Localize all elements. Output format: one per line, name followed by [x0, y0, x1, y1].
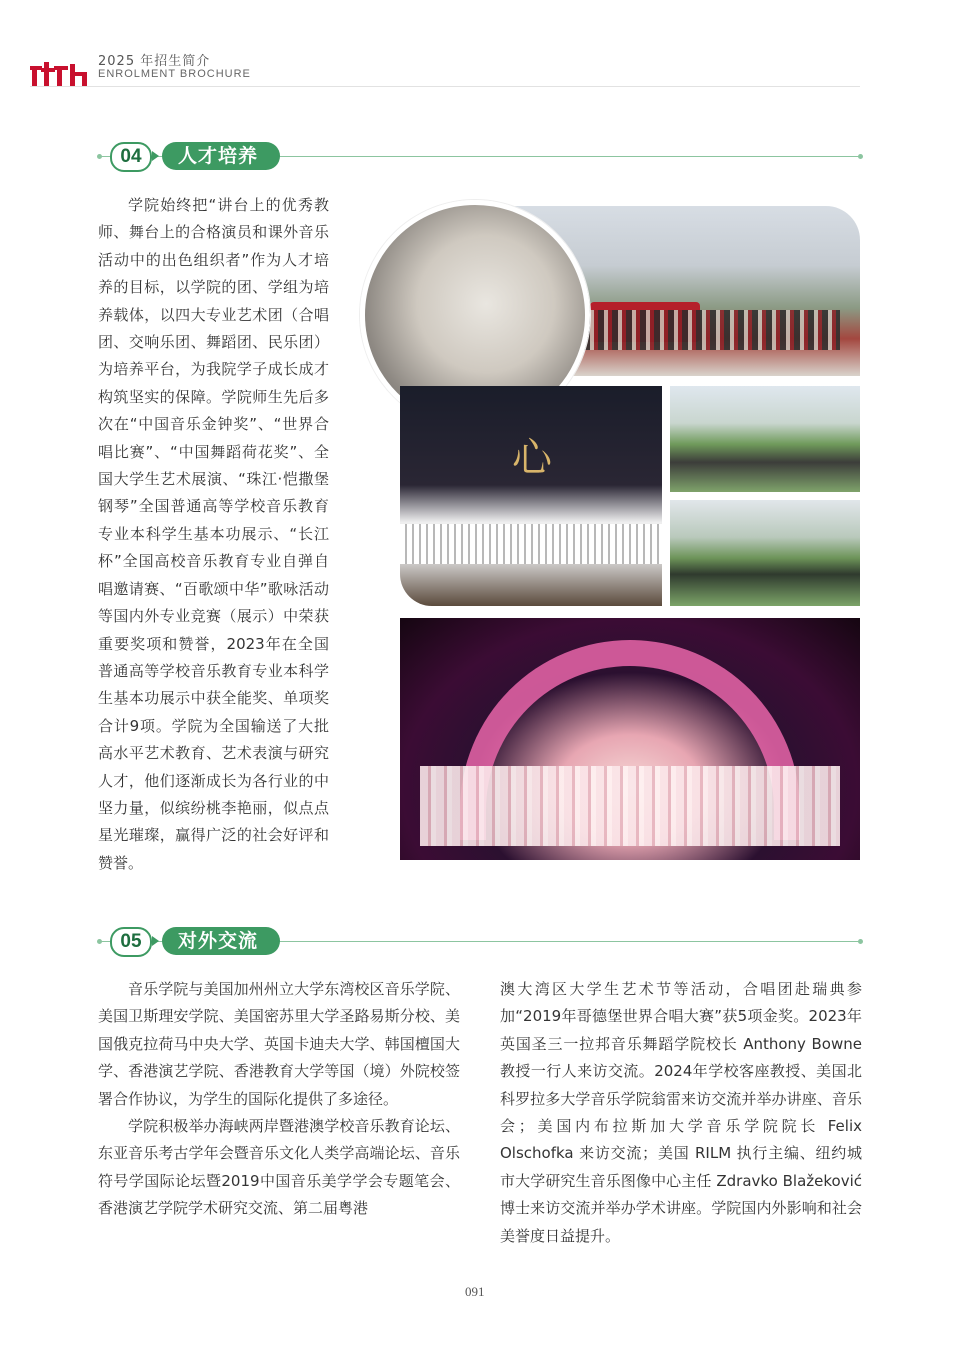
arrow-icon	[152, 151, 159, 161]
rule-dot-left	[97, 939, 102, 944]
section-04-header	[100, 142, 860, 172]
section-05-header	[100, 927, 860, 957]
exchange-text-left	[98, 976, 460, 1223]
rule-dot-right	[858, 939, 863, 944]
rule-dot-right	[858, 154, 863, 159]
choir-rows	[400, 524, 662, 564]
talent-cultivation-text	[98, 192, 329, 877]
exchange-paragraph-2-start: 学院积极举办海峡两岸暨港澳学校音乐教育论坛、东亚音乐考古学年会暨音乐文化人类学高端论坛、音乐符号学国际论坛暨2019中国音乐美学学会专题笔会、香港演艺学院学术研究交流、第二届粤港	[98, 1117, 460, 1218]
rule-dot-left	[97, 154, 102, 159]
brochure-subtitle: ENROLMENT BROCHURE	[98, 68, 251, 80]
arrow-icon	[152, 936, 159, 946]
exchange-paragraph-1: 音乐学院与美国加州州立大学东湾校区音乐学院、美国卫斯理安学院、美国密苏里大学圣路易斯分校、美国俄克拉荷马中央大学、英国卡迪夫大学、韩国檀国大学、香港演艺学院、香港教育大学等国（境）外院校签署合作协议，为学生的国际化提供了多途径。	[98, 980, 460, 1108]
section-number: 05	[110, 927, 152, 957]
stage-choir-rows	[420, 766, 840, 846]
page-number: 091	[465, 1284, 485, 1299]
brochure-title: 2025 年招生简介	[98, 54, 211, 69]
stage-choir-photo	[400, 618, 860, 860]
stage-glyph: 心	[512, 435, 552, 481]
exchange-paragraph-2-cont: 澳大湾区大学生艺术节等活动，合唱团赴瑞典参加“2019年哥德堡世界合唱大赛”获5项金奖。2023年英国圣三一拉邦音乐舞蹈学院校长 Anthony Bowne 教授一行人来访交流。2024年学校客座教授、美国北科罗拉多大学音乐学院翁雷来访交流并举办讲座、音乐会；美国内布拉斯加大学音乐学院院长 Felix Olschofka 来访交流；美国 RILM 执行主编、纽约城市大学研究生音乐图像中心主任 Zdravko Blažeković 博士来访交流并举办学术讲座。学院国内外影响和社会美誉度日益提升。	[500, 980, 862, 1245]
choir-concert-photo	[400, 386, 662, 606]
section-title: 对外交流	[162, 927, 280, 955]
header-divider	[30, 86, 860, 87]
section-number: 04	[110, 142, 152, 172]
talent-paragraph: 学院始终把“讲台上的优秀教师、舞台上的合格演员和课外音乐活动中的出色组织者”作为人才培养的目标，以学院的团、学组为培养载体，以四大专业艺术团（合唱团、交响乐团、舞蹈团、民乐团）为培养平台，为我院学子成长成才构筑坚实的保障。学院师生先后多次在“中国音乐金钟奖”、“世界合唱比赛”、“中国舞蹈荷花奖”、全国大学生艺术展演、“珠江·恺撒堡钢琴”全国普通高等学校音乐教育专业本科学生基本功展示、“长江杯”全国高校音乐教育专业自弹自唱邀请赛、“百歌颂中华”歌咏活动等国内外专业竞赛（展示）中荣获重要奖项和赞誉，2023年在全国普通高等学校音乐教育专业本科学生基本功展示中获全能奖、单项奖合计9项。学院为全国输送了大批高水平艺术教育、艺术表演与研究人才，他们逐渐成长为各行业的中坚力量，似缤纷桃李艳丽，似点点星光璀璨，赢得广泛的社会好评和赞誉。	[98, 196, 329, 872]
group-crowd	[570, 310, 840, 350]
school-logo-icon	[30, 58, 90, 88]
outdoor-orchestra-photo	[670, 386, 860, 492]
section-title: 人才培养	[162, 142, 280, 170]
outdoor-ensemble-photo	[670, 500, 860, 606]
exchange-text-right	[500, 976, 862, 1250]
